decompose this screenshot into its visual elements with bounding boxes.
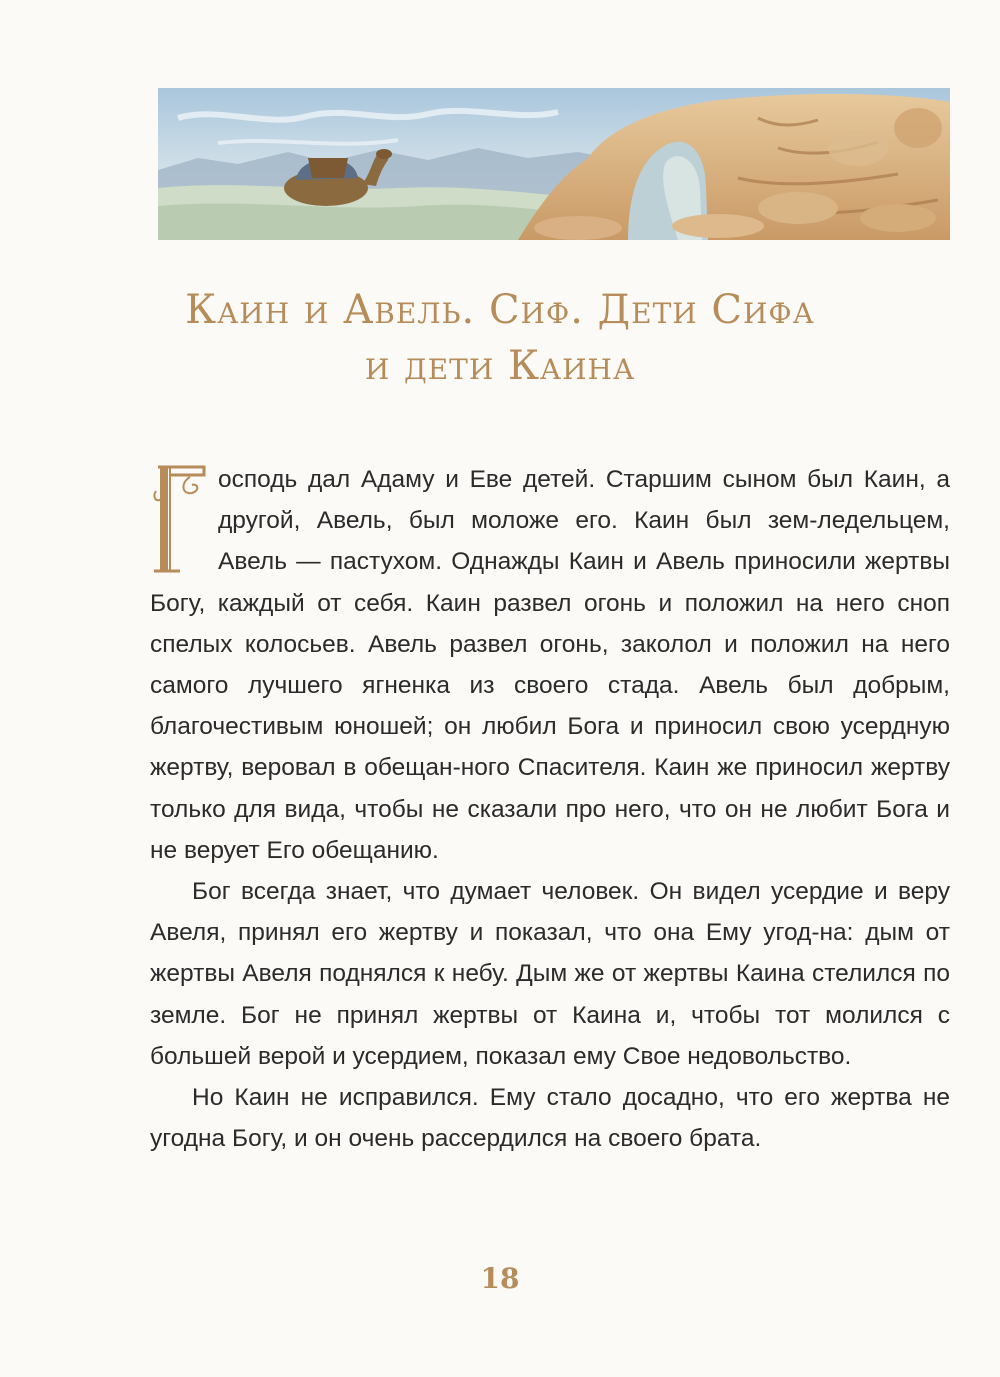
chapter-title-line-2: и дети Каина [364, 343, 636, 389]
chapter-body [150, 459, 950, 1159]
paragraph-3: Но Каин не исправился. Ему стало досадно, что его жертва не угодна Богу, и он очень рассердился на своего брата. [150, 1084, 950, 1153]
drop-cap [150, 461, 208, 577]
desert-camel-rock-arch-illustration [158, 88, 950, 240]
page-number: 18 [480, 1262, 520, 1295]
drop-cap-letter [150, 461, 208, 577]
paragraph-1 [150, 459, 950, 871]
chapter-title-line-1: Каин и Авель. Сиф. Дети Сифа [185, 287, 815, 333]
paragraph-1-text: осподь дал Адаму и Еве детей. Старшим сыном был Каин, а другой, Авель, был моложе его. Каин был зем-ледельцем, Авель — пастухом. Однажды Каин и Авель приносили жертвы Богу, каждый от себя. Каин развел огонь и положил на него сноп спелых колосьев. Авель развел огонь, заколол и положил на него самого лучшего ягненка из своего стада. Авель был добрым, благочестивым юношей; он любил Бога и приносил свою усердную жертву, веровал в обещан-ного Спасителя. Каин же приносил жертву только для вида, чтобы не сказали про него, что он не любит Бога и не верует Его обещанию. [150, 466, 950, 864]
chapter-title [60, 282, 940, 394]
paragraph-2: Бог всегда знает, что думает человек. Он видел усердие и веру Авеля, принял его жертву и показал, что она Ему угод-на: дым от жертвы Авеля поднялся к небу. Дым же от жертвы Каина стелился по земле. Бог не принял жертвы от Каина и, чтобы тот молился с большей верой и усердием, показал ему Свое недовольство. [150, 878, 950, 1070]
